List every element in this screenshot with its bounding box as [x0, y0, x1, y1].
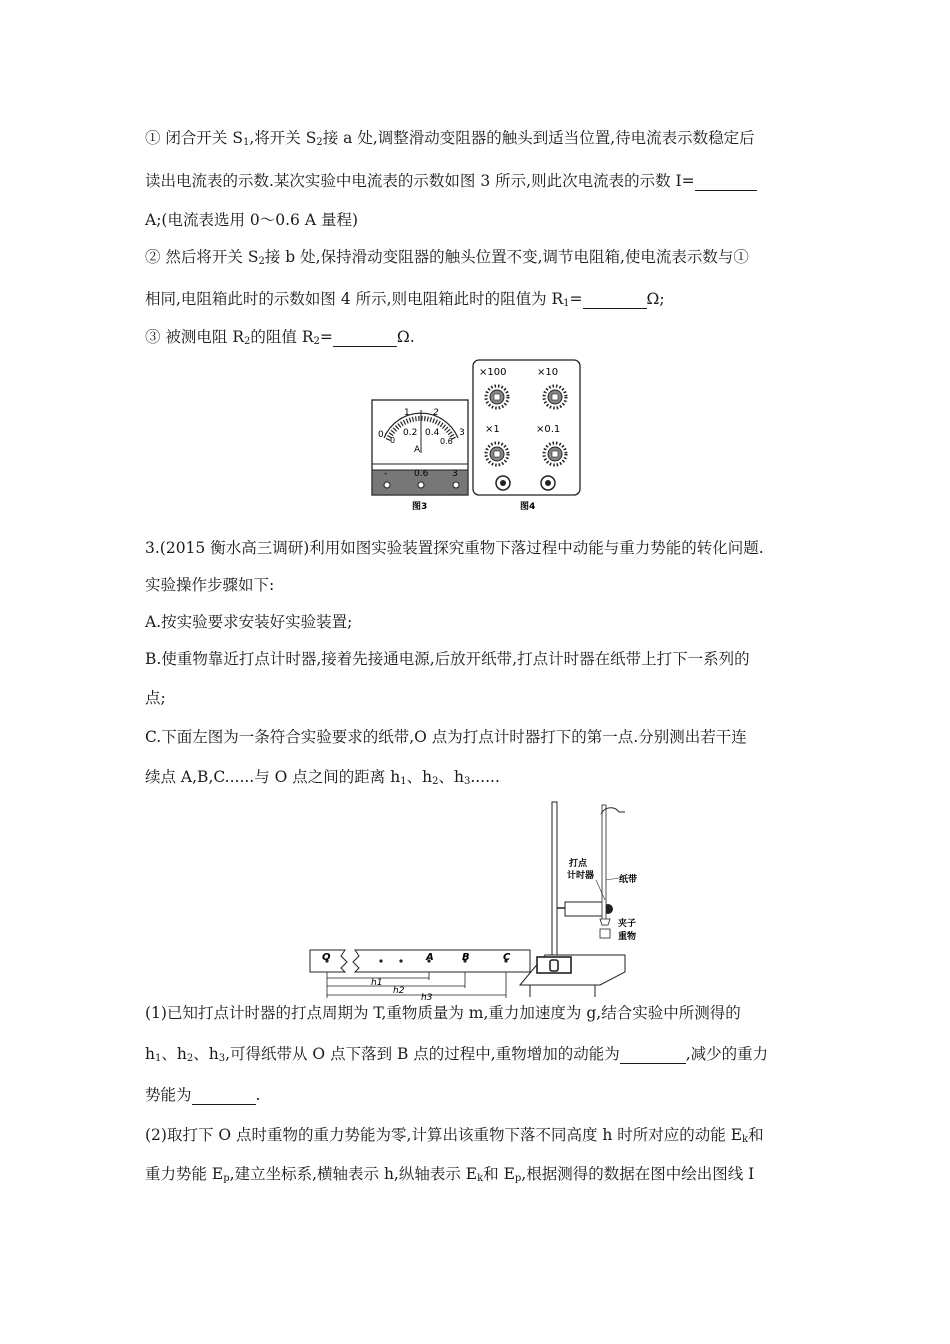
figure-4-caption: 图4: [520, 502, 536, 512]
dial-label-x10: ×10: [537, 367, 559, 378]
tape-h3-label: h3: [421, 993, 433, 1000]
q3-step-b-line2: 点;: [145, 689, 166, 707]
figure-3-4: [370, 358, 585, 513]
stand-apparatus: [520, 802, 638, 997]
q3-part2-line1: (2)取打下 O 点时重物的重力势能为零,计算出该重物下落不同高度 h 时所对应的动能 $E_k$和: [145, 1126, 764, 1145]
tape-apparatus-figure: [305, 800, 650, 1000]
timer-label-1: 打点: [569, 859, 588, 869]
tape-point-o: O: [322, 952, 331, 963]
ammeter-bottom-3: 0.6: [440, 437, 453, 446]
dial-label-x1: ×1: [485, 424, 500, 435]
q2-step1-line3: A;(电流表选用 0～0.6 A 量程): [145, 211, 358, 229]
q3-line1: 3.(2015 衡水高三调研)利用如图实验装置探究重物下落过程中动能与重力势能的转化问题.: [145, 539, 764, 557]
q2-step3-line: ③ 被测电阻 $R_2$的阻值 $R_2= \Omega$.: [145, 328, 415, 347]
tape-h1-label: h1: [371, 978, 383, 988]
tape-point-c: C: [503, 952, 511, 963]
answer-blank-current[interactable]: [695, 174, 757, 191]
timer-label-2: 计时器: [567, 871, 595, 881]
q2-step1-line1: ① 闭合开关 $S_1$,将开关 $S_2$接 a 处,调整滑动变阻器的触头到适当位置,待电流表示数稳定后: [145, 129, 755, 148]
answer-blank-r2[interactable]: [333, 330, 397, 347]
answer-blank-r1[interactable]: [583, 292, 647, 309]
tape-point-a: A: [426, 952, 434, 963]
ammeter-top-1: 1: [404, 408, 410, 418]
weight-label: 重物: [618, 932, 637, 942]
q3-step-a: A.按实验要求安装好实验装置;: [145, 613, 353, 631]
terminal-label-3: 3: [452, 469, 458, 479]
q3-step-b-line1: B.使重物靠近打点计时器,接着先接通电源,后放开纸带,打点计时器在纸带上打下一系列的: [145, 650, 750, 668]
resistance-box-figure: [473, 360, 580, 512]
tape-label: 纸带: [619, 875, 638, 885]
q3-step-c-line1: C.下面左图为一条符合实验要求的纸带,O 点为打点计时器打下的第一点.分别测出若干连: [145, 728, 747, 746]
q3-part1-line2: $h_1$、$h_2$、$h_3$,可得纸带从 O 点下落到 B 点的过程中,重物增加的动能为 ,减少的重力: [145, 1045, 769, 1064]
clip-label: 夹子: [618, 919, 637, 929]
tape-h2-label: h2: [393, 986, 405, 996]
paper-tape: [310, 950, 530, 1000]
q3-line2: 实验操作步骤如下:: [145, 576, 275, 594]
ammeter-unit: A: [414, 445, 421, 455]
terminal-label-06: 0.6: [414, 469, 429, 479]
ammeter-bottom-0: 0: [390, 436, 396, 445]
q2-step1-line2: 读出电流表的示数.某次实验中电流表的示数如图 3 所示,则此次电流表的示数 I=: [145, 171, 757, 191]
ammeter-figure: [372, 400, 468, 512]
dial-label-x01: ×0.1: [536, 424, 561, 435]
tape-point-b: B: [462, 952, 470, 963]
q3-part2-line2: 重力势能 $E_p$,建立坐标系,横轴表示 h,纵轴表示 $E_k$和 $E_p$,根据测得的数据在图中绘出图线 I: [145, 1165, 755, 1184]
dial-label-x100: ×100: [479, 367, 507, 378]
terminal-label-neg: -: [384, 469, 388, 479]
figure-3-caption: 图3: [412, 502, 428, 512]
ammeter-bottom-1: 0.2: [403, 428, 418, 438]
q2-step2-line1: ② 然后将开关 $S_2$接 b 处,保持滑动变阻器的触头位置不变,调节电阻箱,使电流表示数与①: [145, 248, 749, 267]
ammeter-top-0: 0: [378, 430, 384, 440]
answer-blank-potential-energy[interactable]: [192, 1088, 256, 1105]
ammeter-bottom-2: 0.4: [425, 428, 440, 438]
ammeter-top-3: 3: [459, 428, 465, 438]
ammeter-top-2: 2: [433, 408, 439, 418]
answer-blank-kinetic-energy[interactable]: [620, 1047, 686, 1064]
q2-step2-line2: 相同,电阻箱此时的示数如图 4 所示,则电阻箱此时的阻值为 $R_1= \Omega$;: [145, 290, 665, 309]
q3-part1-line1: (1)已知打点计时器的打点周期为 T,重物质量为 m,重力加速度为 g,结合实验中所测得的: [145, 1004, 741, 1022]
q3-part1-line3: 势能为 .: [145, 1086, 261, 1104]
q3-step-c-line2: 续点 A,B,C......与 O 点之间的距离 $h_1$、$h_2$、$h_3$......: [145, 768, 500, 787]
